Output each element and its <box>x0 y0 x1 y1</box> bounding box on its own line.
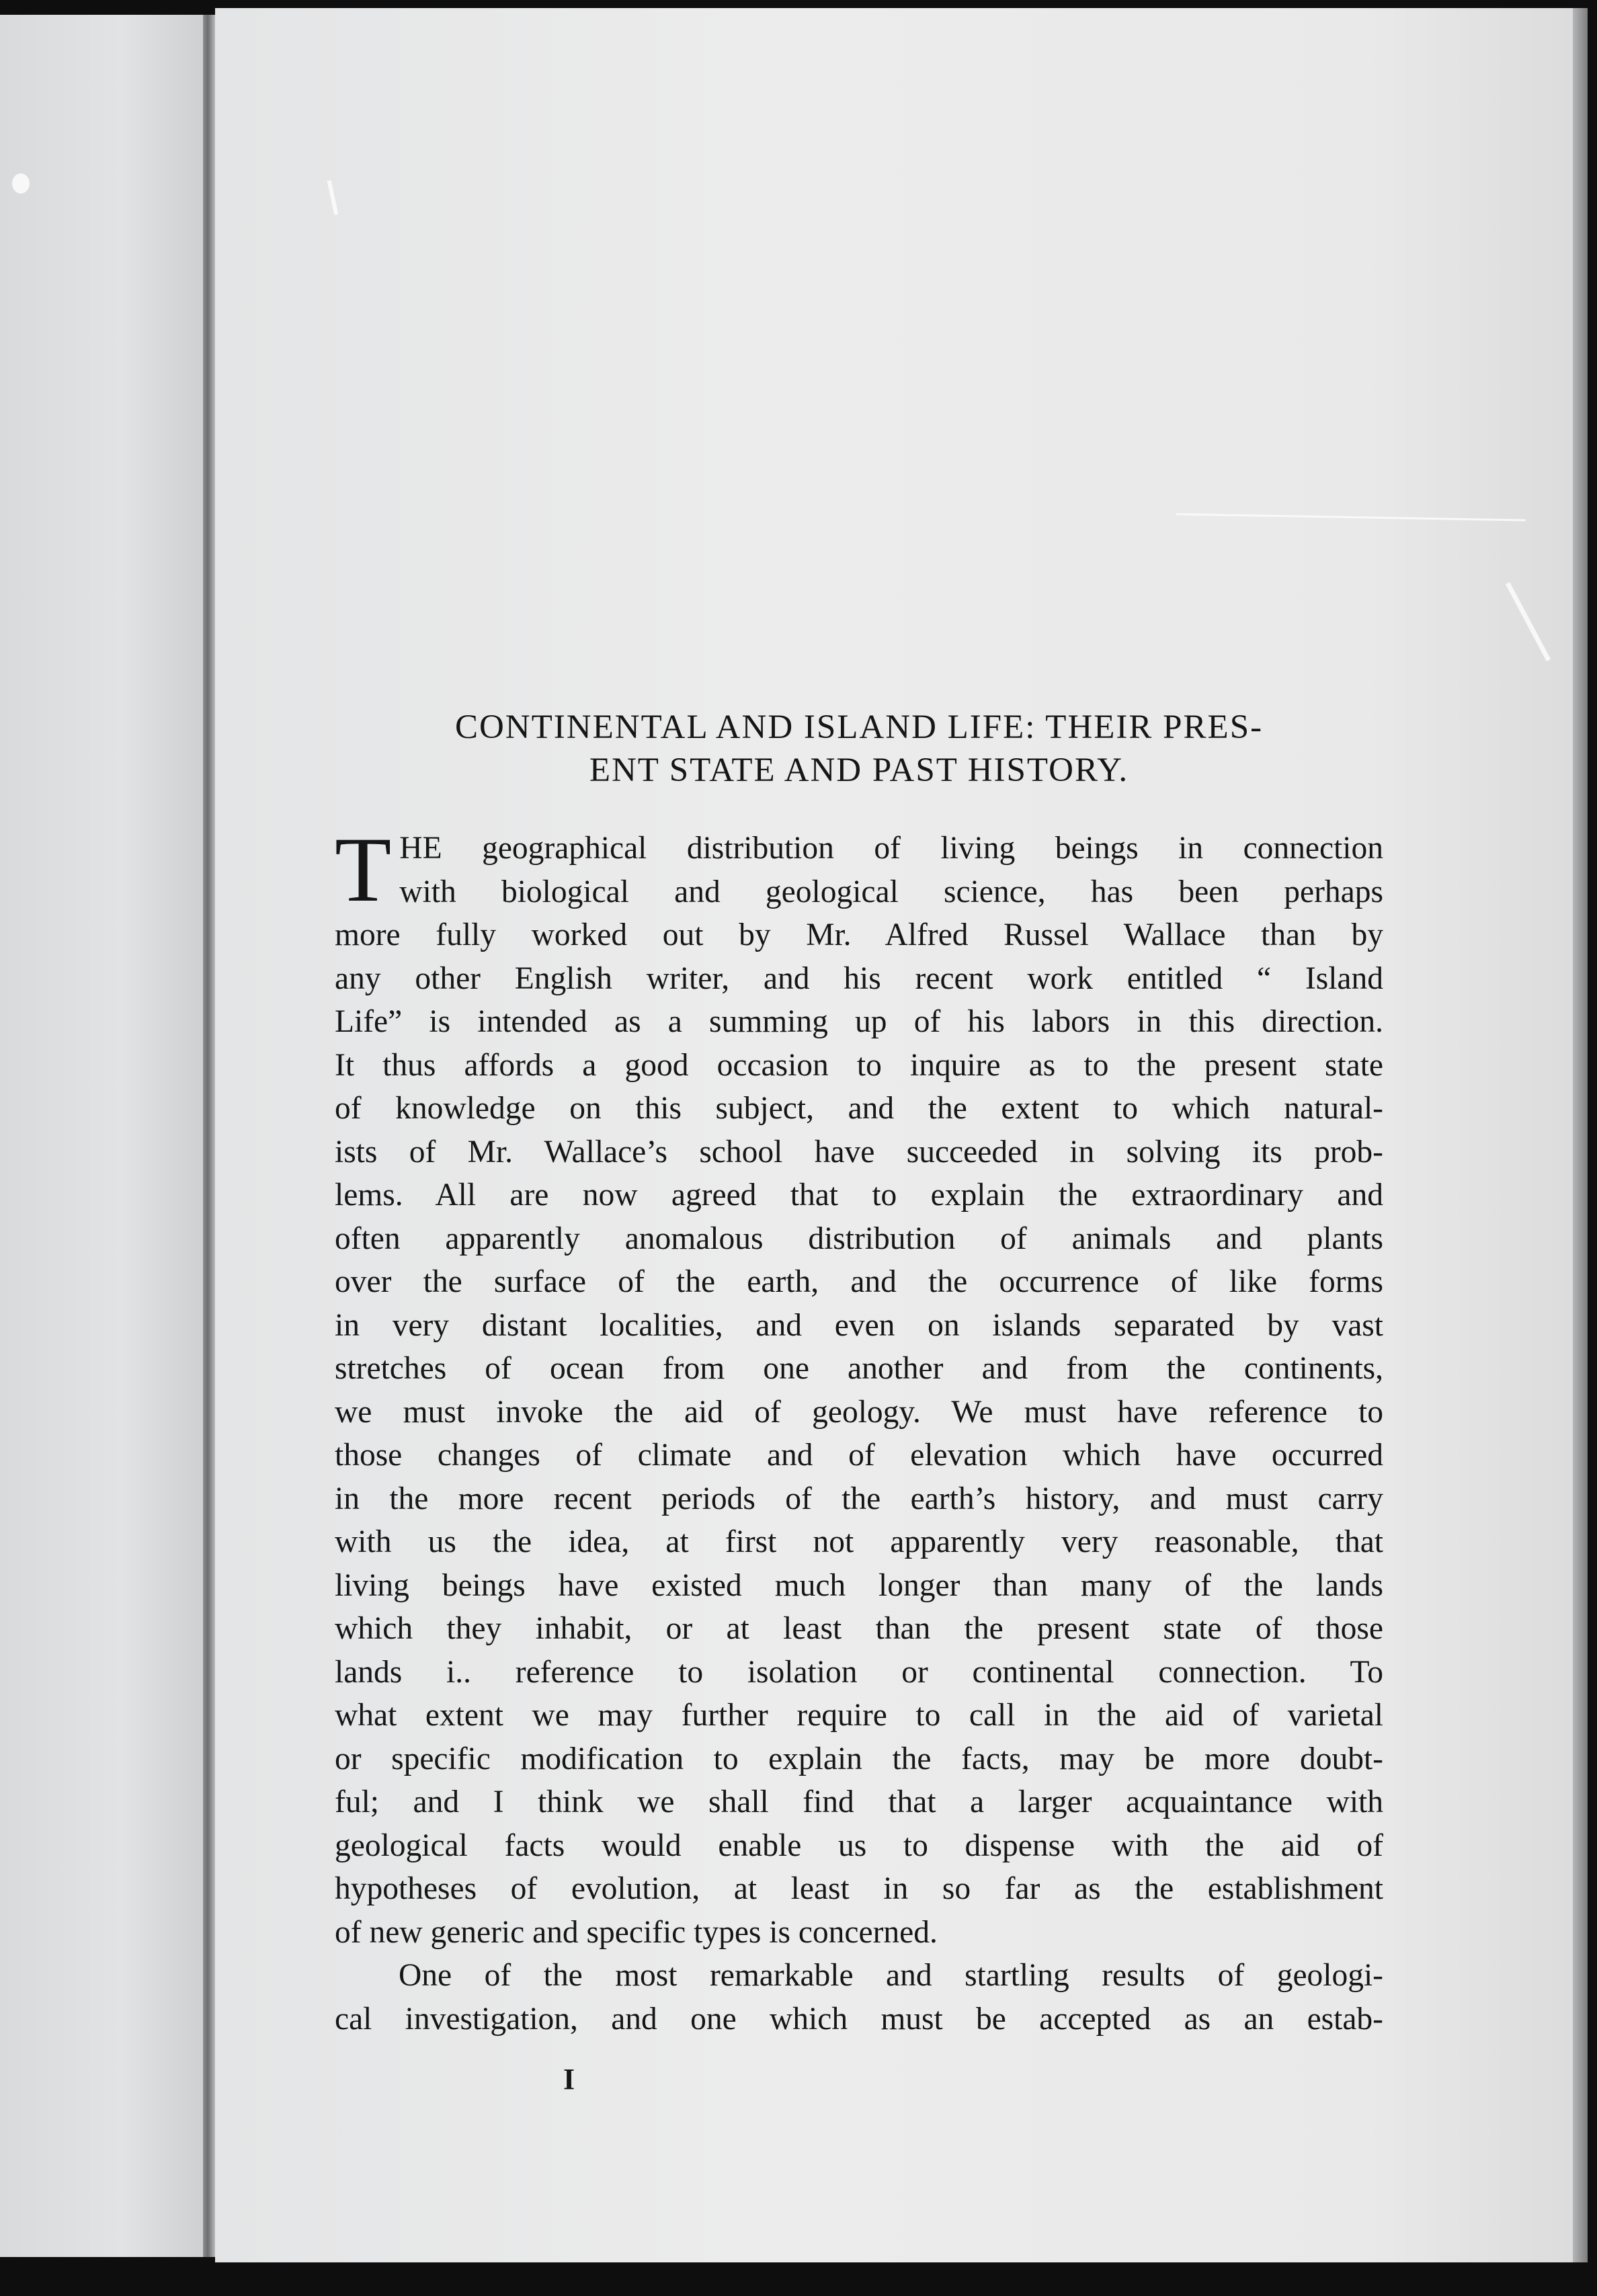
text-line: or specific modification to explain the facts, may be more doubt- <box>335 1741 1383 1776</box>
text-line: It thus affords a good occasion to inquire as to the present state <box>335 1047 1383 1083</box>
text-line: lands i.. reference to isolation or continental connection. To <box>335 1654 1383 1690</box>
text-line: over the surface of the earth, and the occurrence of like forms <box>335 1264 1383 1299</box>
text-line: with us the idea, at first not apparently very reasonable, that <box>335 1524 1383 1559</box>
page-number: I <box>563 2063 575 2096</box>
text-line: in very distant localities, and even on islands separated by vast <box>335 1307 1383 1343</box>
text-line: in the more recent periods of the earth’s history, and must carry <box>335 1481 1383 1516</box>
text-line: of knowledge on this subject, and the extent to which natural- <box>335 1091 1383 1126</box>
text-line: ists of Mr. Wallace’s school have succeeded in solving its prob- <box>335 1134 1383 1170</box>
text-line: with biological and geological science, has been perhaps <box>399 874 1383 909</box>
drop-cap: T <box>335 818 392 921</box>
text-line: One of the most remarkable and startling results of geologi- <box>399 1958 1383 1993</box>
page-body <box>335 706 1383 2041</box>
text-line: stretches of ocean from one another and from the continents, <box>335 1351 1383 1386</box>
page-right-edge <box>1573 8 1588 2262</box>
chapter-title <box>335 706 1383 792</box>
text-line: cal investigation, and one which must be accepted as an estab- <box>335 2001 1383 2037</box>
text-line: any other English writer, and his recent work entitled “ Island <box>335 960 1383 996</box>
book-gutter <box>203 15 215 2257</box>
chapter-title-line: ENT STATE AND PAST HISTORY. <box>589 751 1129 789</box>
chapter-title-line: CONTINENTAL AND ISLAND LIFE: THEIR PRES- <box>454 708 1264 746</box>
text-line: we must invoke the aid of geology. We must have reference to <box>335 1394 1383 1430</box>
scan-dust-mark <box>12 173 30 194</box>
text-line: which they inhabit, or at least than the present state of those <box>335 1611 1383 1646</box>
paragraph <box>335 1954 1383 2041</box>
text-line: what extent we may further require to call in the aid of varietal <box>335 1698 1383 1733</box>
text-line: lems. All are now agreed that to explain the extraordinary and <box>335 1178 1383 1213</box>
text-line: living beings have existed much longer than many of the lands <box>335 1567 1383 1603</box>
text-line: Life” is intended as a summing up of his labors in this direction. <box>335 1004 1383 1039</box>
text-line: of new generic and specific types is concerned. <box>335 1914 938 1950</box>
facing-page-edge <box>0 15 203 2257</box>
paragraph <box>335 818 1383 1954</box>
text-line: often apparently anomalous distribution of animals and plants <box>335 1221 1383 1256</box>
text-line: those changes of climate and of elevation which have occurred <box>335 1438 1383 1473</box>
text-line: more fully worked out by Mr. Alfred Russel Wallace than by <box>335 917 1383 952</box>
text-line: hypotheses of evolution, at least in so far as the establishment <box>335 1871 1383 1906</box>
text-line: geological facts would enable us to dispense with the aid of <box>335 1828 1383 1863</box>
text-line: ful; and I think we shall find that a larger acquaintance with <box>335 1785 1383 1819</box>
text-line: HE geographical distribution of living beings in connection <box>399 831 1383 866</box>
